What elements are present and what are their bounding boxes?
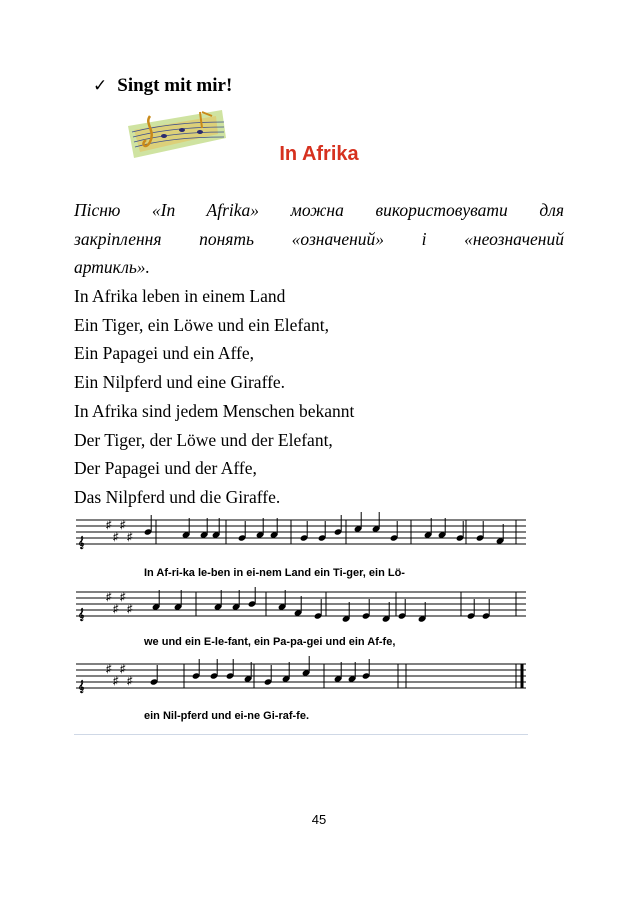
checkmark-icon: ✓: [93, 76, 108, 96]
score-lyrics-line-3: ein Nil-pferd und ei-ne Gi-raf-fe.: [144, 710, 310, 722]
intro-line: закріплення понять «означений» і «неозначений: [74, 228, 564, 249]
sharp-icon: ♯: [113, 675, 119, 687]
sharp-icon: ♯: [113, 603, 119, 615]
song-title: In Afrika: [279, 143, 359, 165]
sharp-icon: ♯: [127, 531, 133, 543]
sharp-icon: ♯: [106, 663, 112, 675]
intro-paragraph: [74, 196, 564, 282]
lyric-line: Das Nilpferd und die Giraffe.: [74, 486, 281, 507]
sharp-icon: ♯: [120, 519, 126, 531]
sharp-icon: ♯: [127, 603, 133, 615]
treble-clef-icon: 𝄞: [78, 537, 85, 549]
section-title: Singt mit mir!: [117, 75, 233, 96]
lyric-line: Der Tiger, der Löwe und der Elefant,: [74, 429, 333, 450]
divider: [74, 734, 528, 735]
sheet-music: [76, 506, 528, 734]
lyric-line: In Afrika leben in einem Land: [74, 286, 286, 306]
page-number: 45: [311, 812, 327, 827]
score-lyrics-line-2: we und ein E-le-fant, ein Pa-pa-gei und ein Af-fe,: [144, 636, 396, 648]
sharp-icon: ♯: [106, 519, 112, 531]
sharp-icon: ♯: [113, 531, 119, 543]
sharp-icon: ♯: [120, 663, 126, 675]
lyric-line: Der Papagei und der Affe,: [74, 458, 257, 479]
sharp-icon: ♯: [106, 591, 112, 603]
treble-clef-icon: 𝄞: [78, 609, 85, 621]
score-lyrics-line-1: In Af-ri-ka le-ben in ei-nem Land ein Ti-ger, ein Lö-: [144, 567, 405, 579]
intro-line: Пісню «In Afrika» можна використовувати для: [74, 200, 564, 220]
song-lyrics: [74, 282, 354, 512]
lyric-line: Ein Nilpferd und eine Giraffe.: [74, 372, 286, 393]
lyric-line: In Afrika sind jedem Menschen bekannt: [74, 400, 355, 421]
intro-line: артикль».: [74, 257, 150, 277]
treble-clef-icon: 𝄞: [78, 681, 85, 693]
lyric-line: Ein Papagei und ein Affe,: [74, 343, 254, 364]
sharp-icon: ♯: [120, 591, 126, 603]
section-heading: [93, 75, 232, 97]
lyric-line: Ein Tiger, ein Löwe und ein Elefant,: [74, 314, 329, 335]
sharp-icon: ♯: [127, 675, 133, 687]
